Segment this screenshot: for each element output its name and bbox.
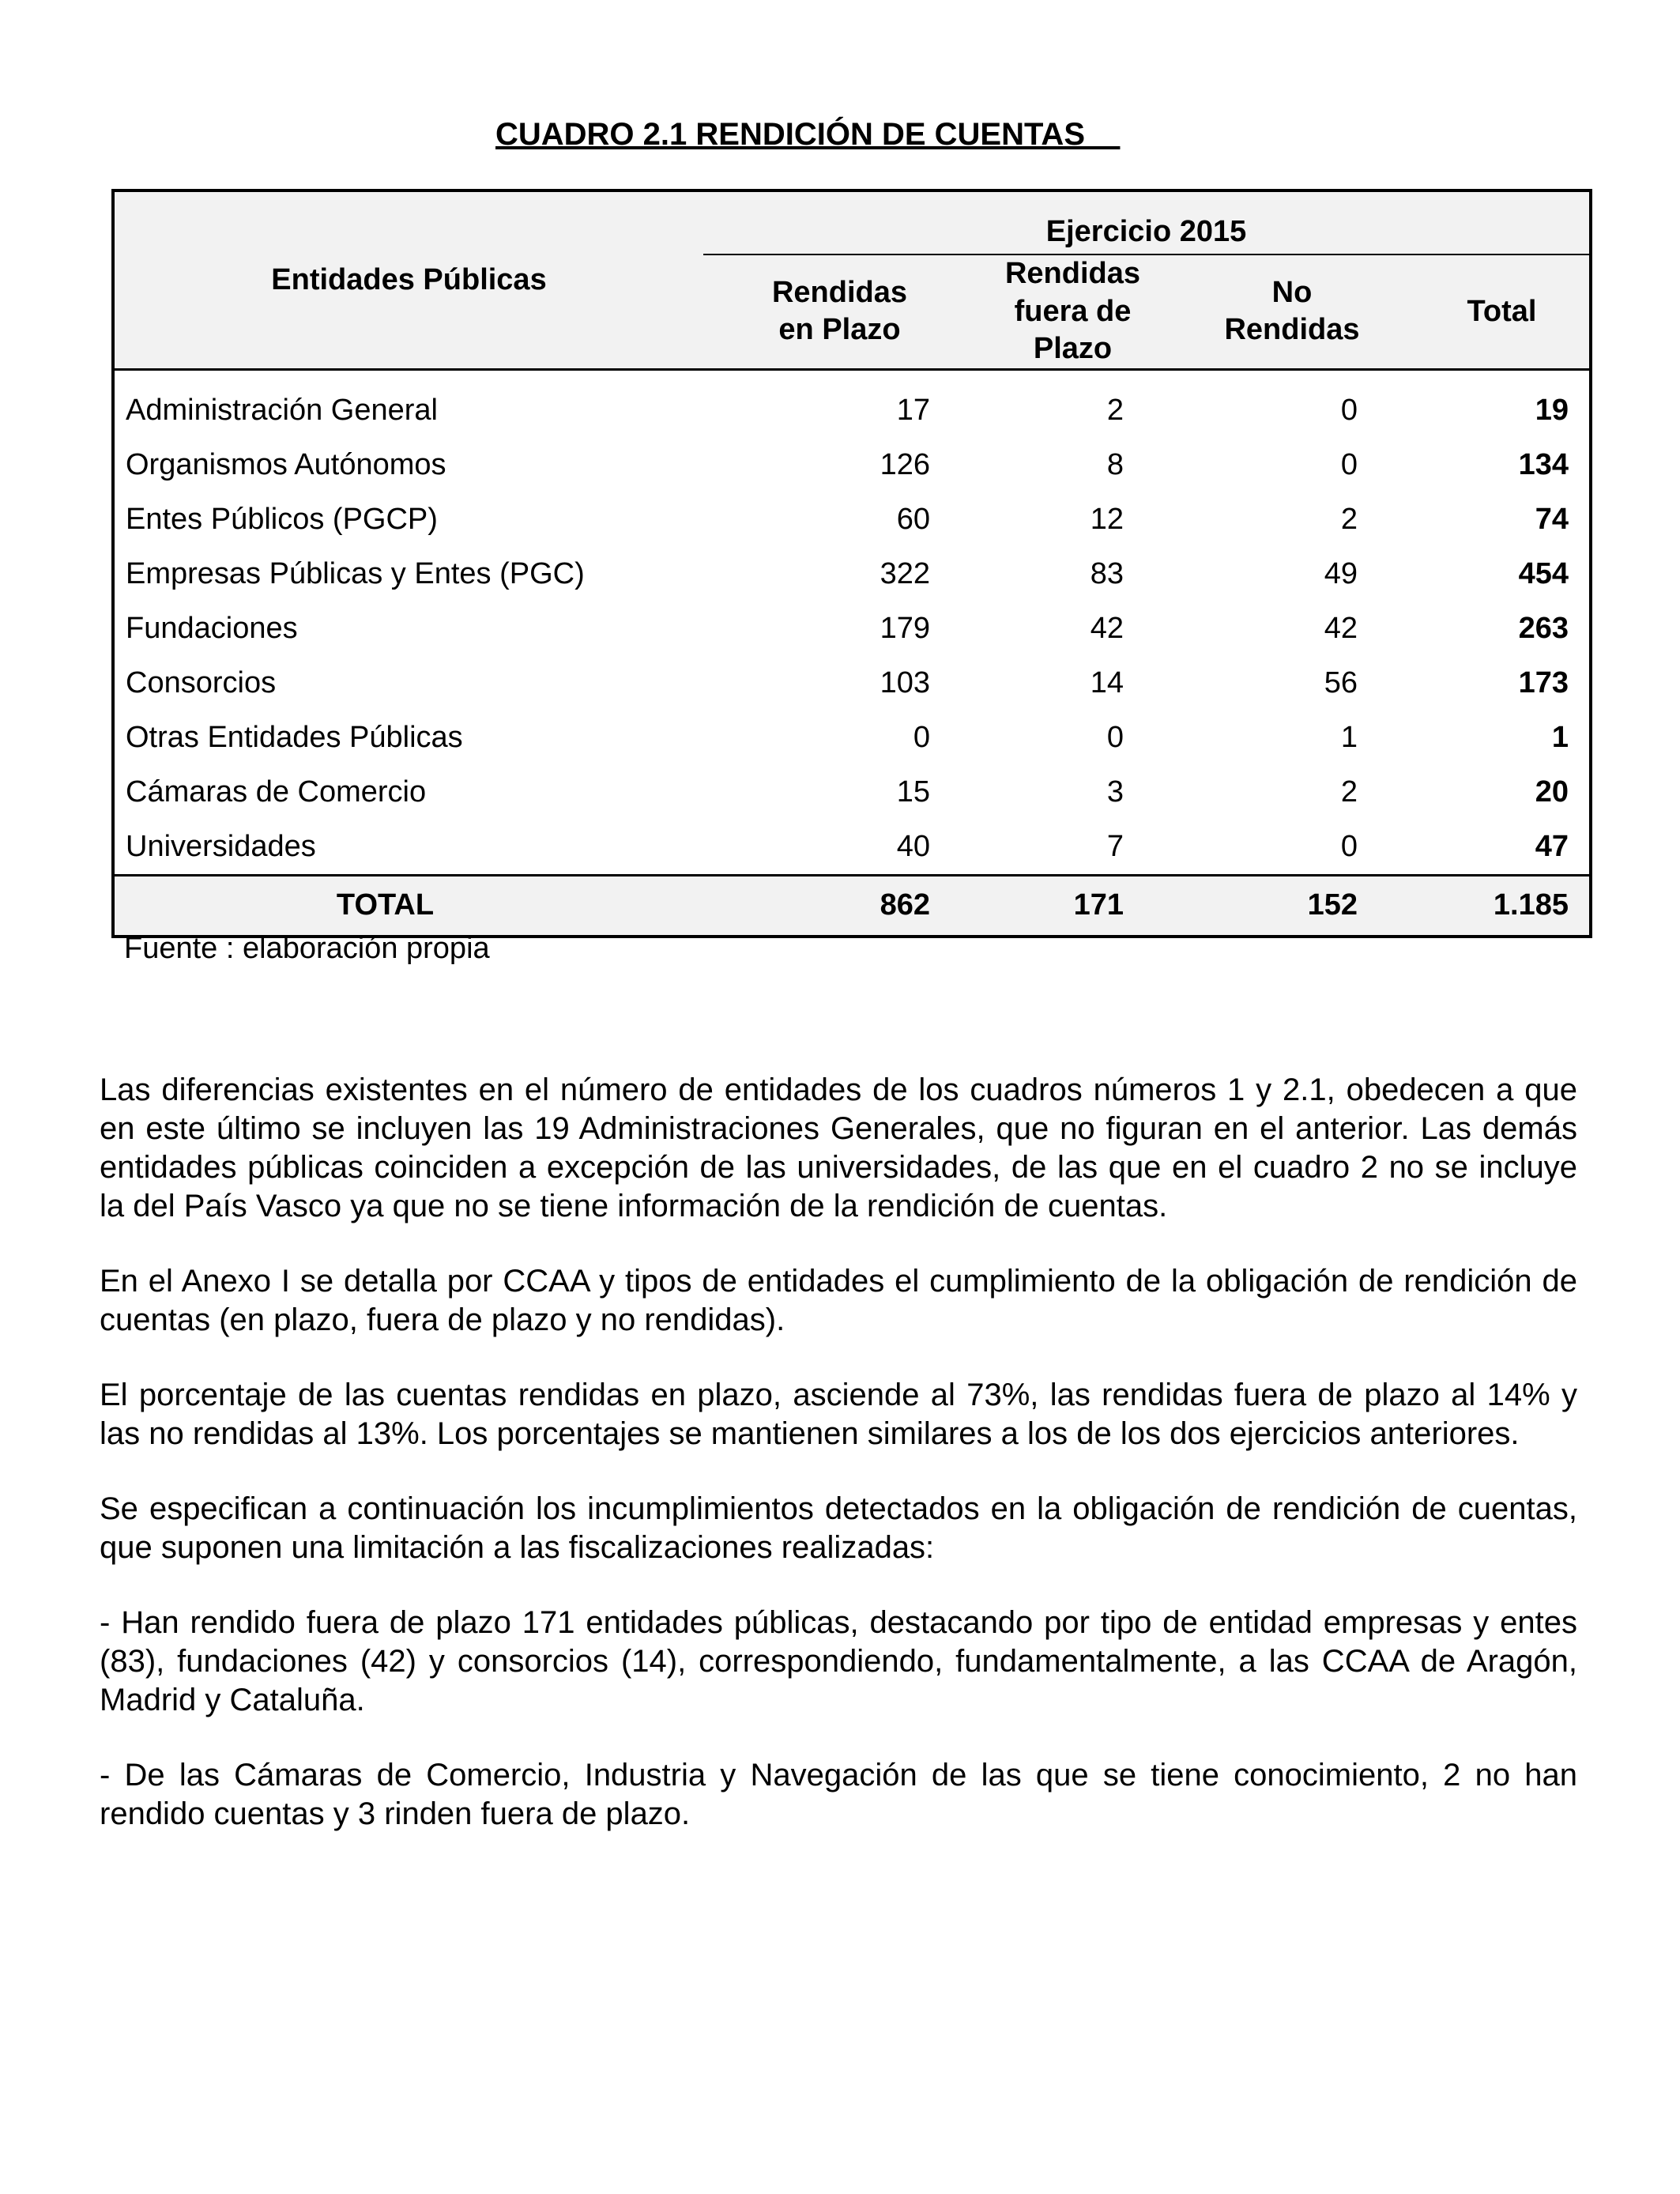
- cell-total: 47: [1535, 829, 1569, 863]
- cell-entidad: Entes Públicos (PGCP): [126, 502, 438, 536]
- cell-en-plazo: 126: [880, 447, 930, 481]
- cell-fuera-plazo: 8: [1106, 447, 1124, 481]
- header-no-rendidas-line2: Rendidas: [1224, 313, 1360, 347]
- cell-en-plazo: 60: [896, 502, 930, 536]
- cell-entidad: Consorcios: [126, 665, 277, 699]
- table-total-row: [113, 875, 1591, 937]
- cell-entidad: Empresas Públicas y Entes (PGC): [126, 556, 585, 590]
- total-fuera-plazo: 171: [976, 875, 1170, 937]
- cell-total: 19: [1535, 393, 1569, 427]
- rendicion-cuentas-table: [111, 189, 1592, 938]
- header-rendidas-fuera-plazo-line1: Rendidas: [1004, 257, 1141, 290]
- header-rendidas-en-plazo-line2: en Plazo: [778, 313, 901, 347]
- cell-en-plazo: 0: [913, 720, 930, 754]
- total-no-rendidas: 152: [1170, 875, 1414, 937]
- header-rendidas-fuera-plazo-line2: fuera de Plazo: [1014, 294, 1132, 365]
- cell-no-rendidas: 0: [1340, 393, 1358, 427]
- cell-total: 454: [1518, 556, 1569, 590]
- total-label: TOTAL: [113, 875, 703, 937]
- paragraph: - Han rendido fuera de plazo 171 entidades públicas, destacando por tipo de entidad empresas y entes (83), fundaciones (42) y consorcios (14), correspondiendo, fundamentalmente, a las CCAA de Aragón, Madrid y Cataluña.: [100, 1605, 1577, 1717]
- table-row: [113, 711, 1591, 765]
- body-text: [100, 1071, 1577, 1870]
- header-rendidas-fuera-plazo: [976, 254, 1170, 369]
- cell-fuera-plazo: 7: [1106, 829, 1124, 863]
- table-row: [113, 820, 1591, 876]
- cell-fuera-plazo: 0: [1106, 720, 1124, 754]
- cell-no-rendidas: 2: [1340, 502, 1358, 536]
- header-total: Total: [1414, 254, 1591, 369]
- page-title: CUADRO 2.1 RENDICIÓN DE CUENTAS: [495, 117, 1121, 152]
- header-rendidas-en-plazo-line1: Rendidas: [771, 275, 908, 309]
- header-ejercicio: Ejercicio 2015: [703, 190, 1591, 254]
- paragraph: Se especifican a continuación los incumplimientos detectados en la obligación de rendición de cuentas, que suponen una limitación a las fiscalizaciones realizadas:: [100, 1491, 1577, 1565]
- paragraph: - De las Cámaras de Comercio, Industria y Navegación de las que se tiene conocimiento, 2 no han rendido cuentas y 3 rinden fuera de plazo.: [100, 1758, 1577, 1831]
- table-row: [113, 492, 1591, 547]
- cell-en-plazo: 15: [896, 775, 930, 809]
- cell-total: 20: [1535, 775, 1569, 809]
- cell-total: 263: [1518, 611, 1569, 645]
- cell-no-rendidas: 49: [1324, 556, 1358, 590]
- total-en-plazo: 862: [703, 875, 976, 937]
- table-header: [113, 190, 1591, 369]
- cell-en-plazo: 103: [880, 665, 930, 699]
- cell-total: 1: [1551, 720, 1569, 754]
- cell-en-plazo: 40: [896, 829, 930, 863]
- cell-en-plazo: 179: [880, 611, 930, 645]
- cell-entidad: Organismos Autónomos: [126, 447, 446, 481]
- paragraph: En el Anexo I se detalla por CCAA y tipos de entidades el cumplimiento de la obligación de rendición de cuentas (en plazo, fuera de plazo y no rendidas).: [100, 1264, 1577, 1337]
- total-total: 1.185: [1414, 875, 1591, 937]
- cell-no-rendidas: 0: [1340, 829, 1358, 863]
- table-row: [113, 601, 1591, 656]
- cell-fuera-plazo: 83: [1090, 556, 1124, 590]
- source-note: Fuente : elaboración propia: [124, 932, 490, 965]
- header-entidades: Entidades Públicas: [113, 190, 703, 369]
- cell-entidad: Administración General: [126, 393, 438, 427]
- table-row: [113, 369, 1591, 438]
- cell-fuera-plazo: 14: [1090, 665, 1124, 699]
- cell-no-rendidas: 56: [1324, 665, 1358, 699]
- cell-fuera-plazo: 2: [1106, 393, 1124, 427]
- table-row: [113, 765, 1591, 820]
- cell-fuera-plazo: 3: [1106, 775, 1124, 809]
- cell-en-plazo: 17: [896, 393, 930, 427]
- table-row: [113, 547, 1591, 601]
- cell-total: 74: [1535, 502, 1569, 536]
- header-no-rendidas: [1170, 254, 1414, 369]
- paragraph: El porcentaje de las cuentas rendidas en plazo, asciende al 73%, las rendidas fuera de plazo al 14% y las no rendidas al 13%. Los porcentajes se mantienen similares a los de los dos ejercicios anteriores.: [100, 1378, 1577, 1451]
- table-body: [113, 369, 1591, 875]
- table-row: [113, 438, 1591, 492]
- cell-entidad: Universidades: [126, 829, 316, 863]
- cell-no-rendidas: 42: [1324, 611, 1358, 645]
- cell-total: 173: [1518, 665, 1569, 699]
- header-no-rendidas-line1: No: [1271, 275, 1313, 309]
- cell-entidad: Cámaras de Comercio: [126, 775, 427, 809]
- cell-entidad: Fundaciones: [126, 611, 298, 645]
- total-row: [113, 875, 1591, 937]
- cell-total: 134: [1518, 447, 1569, 481]
- cell-en-plazo: 322: [880, 556, 930, 590]
- cell-no-rendidas: 2: [1340, 775, 1358, 809]
- cell-entidad: Otras Entidades Públicas: [126, 720, 463, 754]
- paragraph: Las diferencias existentes en el número de entidades de los cuadros números 1 y 2.1, obedecen a que en este último se incluyen las 19 Administraciones Generales, que no figuran en el anterior. Las demás entidades públicas coinciden a excepción de las universidades, de las que en el cuadro 2 no se incluye la del País Vasco ya que no se tiene información de la rendición de cuentas.: [100, 1072, 1577, 1223]
- cell-no-rendidas: 0: [1340, 447, 1358, 481]
- header-rendidas-en-plazo: [703, 254, 976, 369]
- cell-fuera-plazo: 42: [1090, 611, 1124, 645]
- cell-no-rendidas: 1: [1340, 720, 1358, 754]
- cell-fuera-plazo: 12: [1090, 502, 1124, 536]
- table-row: [113, 656, 1591, 711]
